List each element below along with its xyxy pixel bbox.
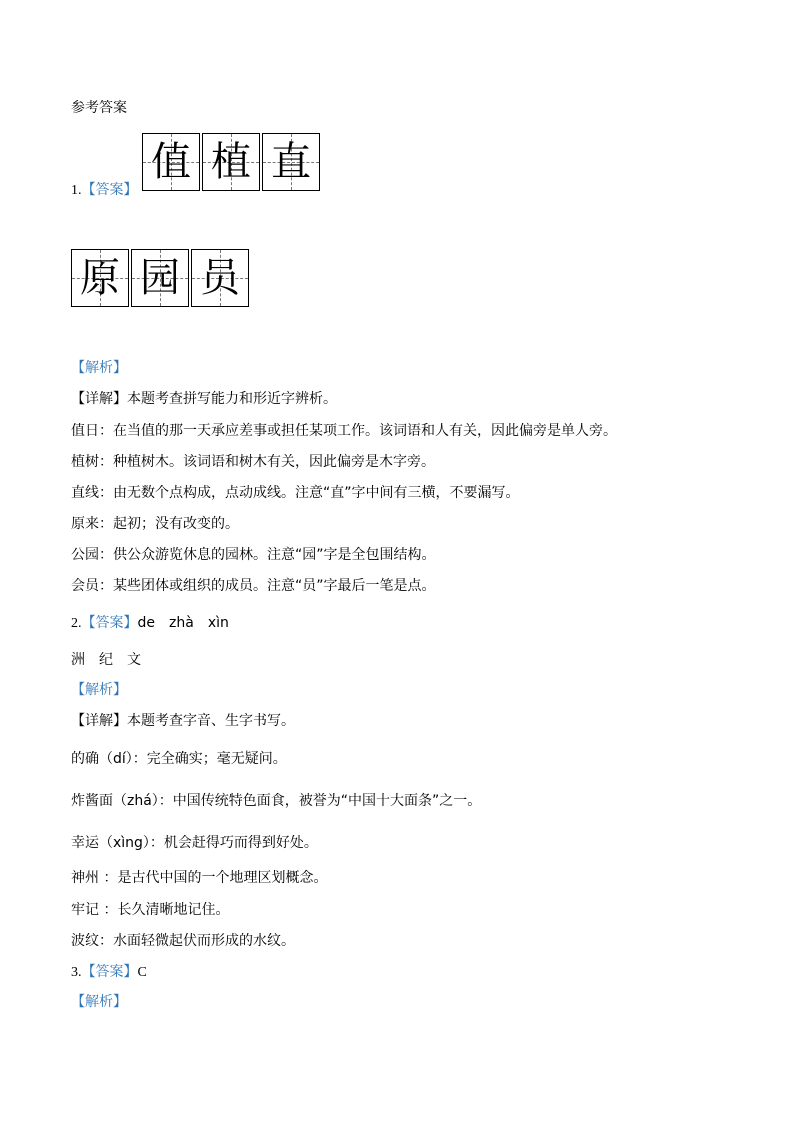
grid-char: 员 xyxy=(200,255,240,301)
q2-explanation-line: 波纹：水面轻微起伏而形成的水纹。 xyxy=(71,933,295,949)
char-grid-cell xyxy=(131,249,189,307)
q1-explanation-line: 公园：供公众游览休息的园林。注意“园”字是全包围结构。 xyxy=(71,547,436,563)
q1-explanation-line: 原来：起初；没有改变的。 xyxy=(71,516,239,532)
q3-analysis-tag: 【解析】 xyxy=(71,994,127,1010)
q1-explanation-line: 植树：种植树木。该词语和树木有关，因此偏旁是木字旁。 xyxy=(71,454,435,470)
char-answer: 纪 xyxy=(99,652,113,668)
q1-detail-tag: 【详解】 xyxy=(71,391,127,407)
q2-answer-tag: 【答案】 xyxy=(81,615,138,631)
q1-detail xyxy=(71,390,337,408)
char-grid-cell xyxy=(202,133,260,191)
q2-pinyin xyxy=(138,615,243,631)
q2-explanation-line: 神州 ：是古代中国的一个地理区划概念。 xyxy=(71,870,328,886)
grid-char: 植 xyxy=(211,139,251,185)
char-answer: 文 xyxy=(127,652,141,668)
q2-char-answers xyxy=(71,651,155,669)
char-grid-cell xyxy=(142,133,200,191)
char-grid-cell xyxy=(71,249,129,307)
q1-answer-tag: 【答案】 xyxy=(81,182,138,198)
q2-analysis-tag: 【解析】 xyxy=(71,682,127,698)
q3-answer-line xyxy=(71,963,147,982)
q3-answer: C xyxy=(137,965,147,980)
q1-char-grid-row1 xyxy=(142,133,320,191)
q1-detail-text: 本题考查拼写能力和形近字辨析。 xyxy=(127,391,337,407)
grid-char: 原 xyxy=(80,255,120,301)
q2-number: 2. xyxy=(71,616,82,631)
q2-explanation-line: 牢记 ：长久清晰地记住。 xyxy=(71,902,230,918)
pinyin-answer: xìn xyxy=(207,615,229,631)
q1-explanation-line: 直线：由无数个点构成，点动成线。注意“直”字中间有三横，不要漏写。 xyxy=(71,485,520,501)
q1-explanation-line: 会员：某些团体或组织的成员。注意“员”字最后一笔是点。 xyxy=(71,578,436,594)
q3-number: 3. xyxy=(71,965,82,980)
q1-char-grid-row2 xyxy=(71,249,249,307)
q2-detail-text: 本题考查字音、生字书写。 xyxy=(127,713,295,729)
q1-explanation-line: 值日：在当值的那一天承应差事或担任某项工作。该词语和人有关，因此偏旁是单人旁。 xyxy=(71,423,617,439)
q1-answer-line xyxy=(71,181,138,200)
char-answer: 洲 xyxy=(71,652,85,668)
q2-detail xyxy=(71,712,295,730)
grid-char: 园 xyxy=(140,255,180,301)
pinyin-answer: de xyxy=(137,615,155,631)
q2-answer-line xyxy=(71,614,243,633)
grid-char: 直 xyxy=(271,139,311,185)
pinyin-answer: zhà xyxy=(169,615,194,631)
q2-detail-tag: 【详解】 xyxy=(71,713,127,729)
q1-number: 1. xyxy=(71,183,82,198)
q2-explanation-line: 的确（dí）：完全确实；毫无疑问。 xyxy=(71,751,287,767)
char-grid-cell xyxy=(262,133,320,191)
q1-analysis-tag: 【解析】 xyxy=(71,360,127,376)
char-grid-cell xyxy=(191,249,249,307)
q2-explanation-line: 炸酱面（zhá）：中国传统特色面食，被誉为“中国十大面条”之一。 xyxy=(71,793,482,809)
q2-explanation-line: 幸运（xìng）：机会赶得巧而得到好处。 xyxy=(71,835,318,851)
page-heading: 参考答案 xyxy=(71,100,127,116)
grid-char: 值 xyxy=(151,139,191,185)
q3-answer-tag: 【答案】 xyxy=(81,964,138,980)
